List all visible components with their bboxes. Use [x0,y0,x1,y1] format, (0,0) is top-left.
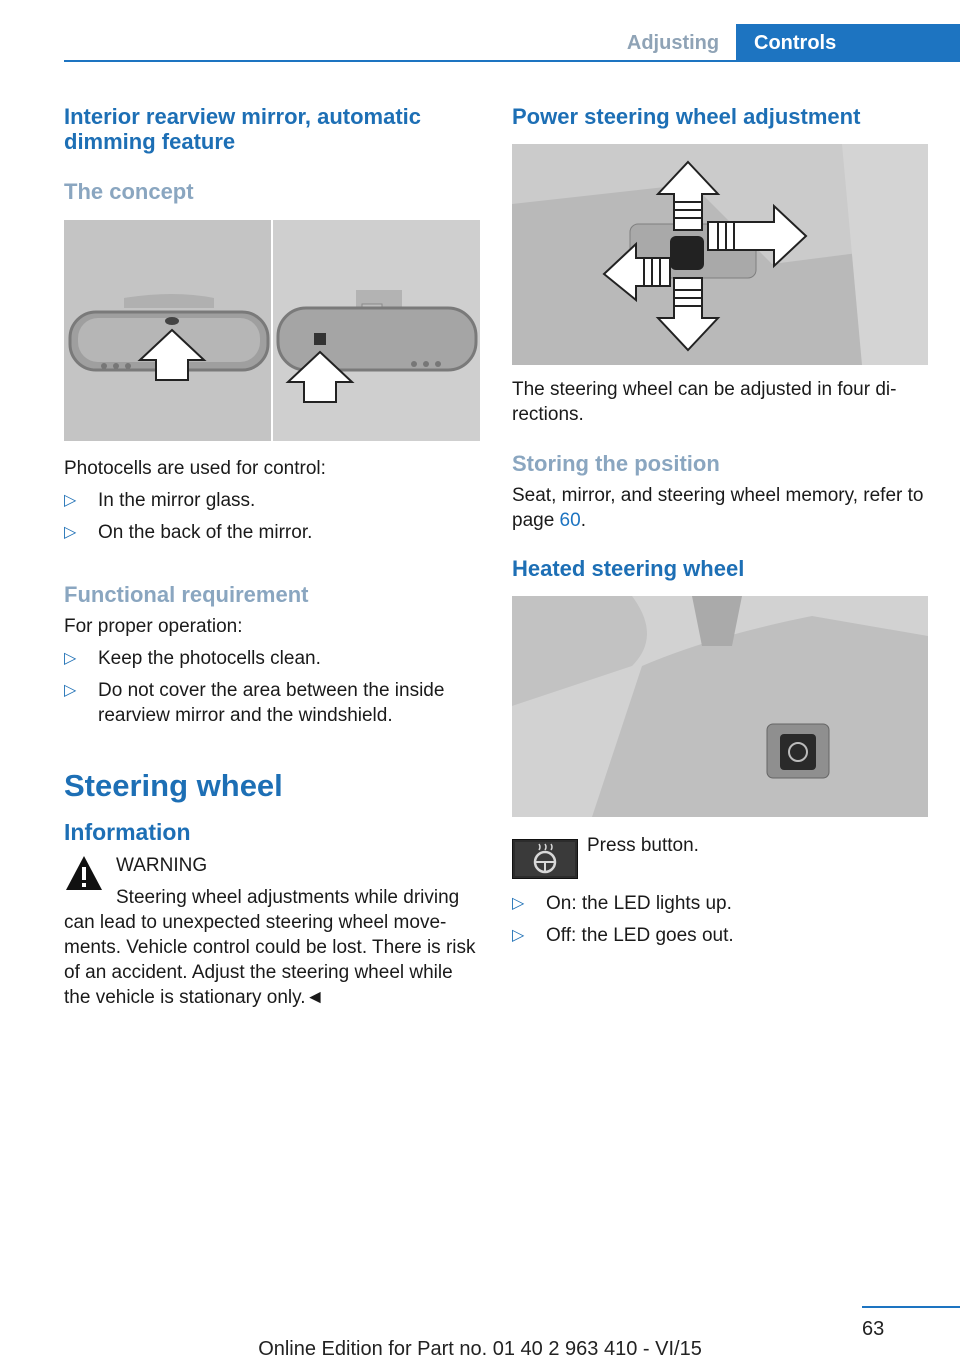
warning-label: WARNING [116,855,208,876]
tab-controls[interactable]: Controls [736,24,960,62]
triangle-bullet-icon: ▷ [512,895,525,912]
page-60-link[interactable]: 60 [559,510,581,531]
footer-rule [862,1306,960,1308]
mirror-title: Interior rearview mirror, automatic dimming feature [64,104,422,154]
information-heading: Information [64,819,191,845]
warning-text-first: Steering wheel adjustments while driving [116,887,460,908]
triangle-bullet-icon: ▷ [64,650,77,667]
storing-position-text: Seat, mirror, and steering wheel memory, refer to page 60. [512,485,924,531]
list-item: ▷ On: the LED lights up. [512,893,732,914]
tab-adjusting[interactable]: Adjusting [626,31,720,54]
warning-triangle-icon [64,853,104,893]
header-rule [64,60,960,62]
steering-wheel-heading: Steering wheel [64,768,283,803]
func-req-intro: For proper operation: [64,616,243,637]
storing-position-heading: Storing the position [512,451,720,476]
press-button-text: Press button. [587,835,699,856]
list-item: ▷ Keep the photocells clean. [64,648,321,669]
right-column [512,100,928,948]
press-button-row [512,835,928,875]
power-steering-heading: Power steering wheel adjustment [512,104,861,129]
mirror-illustration [64,220,480,441]
heated-steering-heading: Heated steering wheel [512,556,745,581]
func-req-list [64,646,480,728]
power-steering-text: The steering wheel can be adjusted in four di-rections. [512,379,897,425]
warning-text-rest: can lead to unexpected steering wheel move-ments. Vehicle control could be lost. There is risk of an accident. Adjust the steering wheel while the vehicle is stationary only.◄ [64,912,476,1008]
functional-requirement-heading: Functional requirement [64,582,309,607]
photocells-list [64,488,480,545]
list-item: ▷ Do not cover the area between the inside rearview mirror and the windshield. [64,680,445,726]
page-number: 63 [862,1318,885,1340]
list-item: ▷ In the mirror glass. [64,490,256,511]
triangle-bullet-icon: ▷ [512,927,525,944]
edition-footer: Online Edition for Part no. 01 40 2 963 410 - VI/15 [258,1338,702,1360]
triangle-bullet-icon: ▷ [64,524,77,541]
steering-adjustment-illustration [512,144,928,365]
heated-steering-illustration [512,596,928,817]
warning-block [64,853,480,1010]
heated-steering-wheel-icon [512,839,578,879]
led-list [512,891,928,948]
list-item: ▷ Off: the LED goes out. [512,925,734,946]
list-item: ▷ On the back of the mirror. [64,522,313,543]
photocells-intro: Photocells are used for control: [64,458,326,479]
concept-heading: The concept [64,179,194,204]
triangle-bullet-icon: ▷ [64,492,77,509]
triangle-bullet-icon: ▷ [64,682,77,699]
left-column [64,100,480,1010]
